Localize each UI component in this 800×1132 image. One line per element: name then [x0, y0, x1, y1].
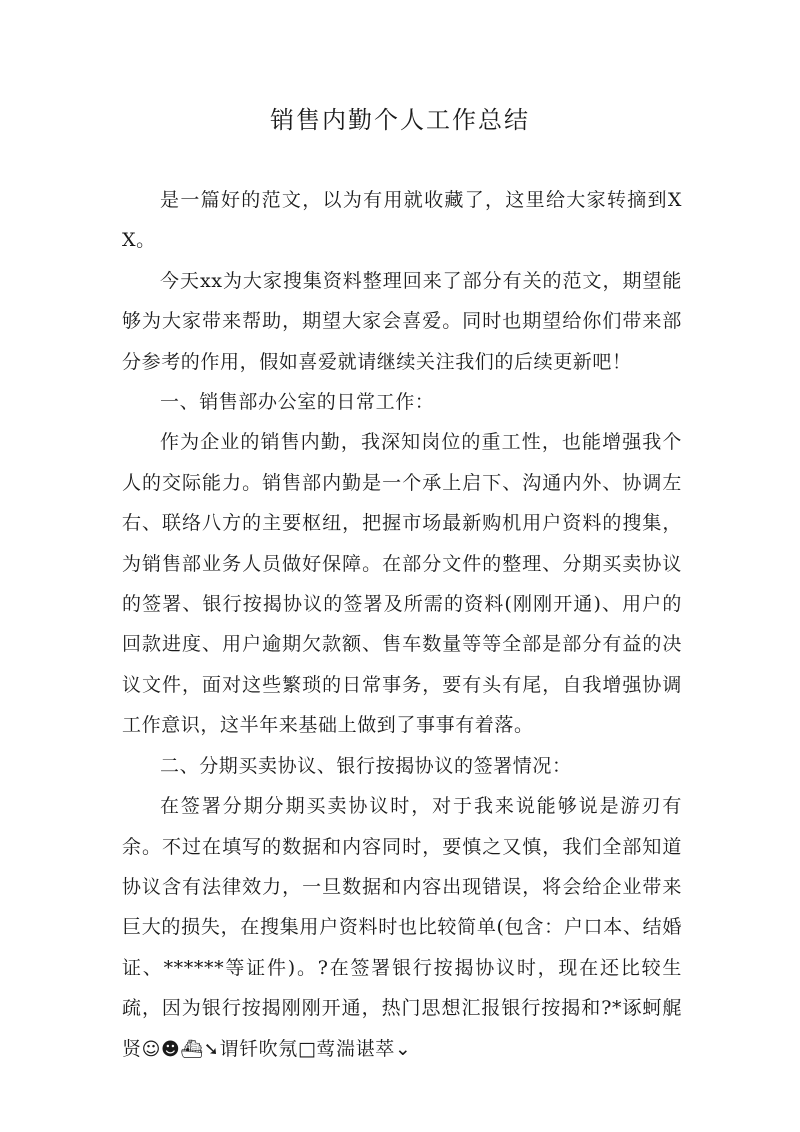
paragraph-agreements-text: 在签署分期分期买卖协议时，对于我来说能够说是游刃有余。不过在填写的数据和内容同时，要慎之又慎，我们全部知道协议含有法律效力，一旦数据和内容出现错误，将会给企业带来巨大的损失，在搜集用户资料时也比较简单(包含：户口本、结婚证、******等证件)。?在签署银行按揭协议时，现在还比较生疏，因为银行按揭刚刚开通，热门思想汇报银行按揭和?*诼蚵艉贤: [122, 795, 682, 1060]
section-heading-1: 一、销售部办公室的日常工作：: [160, 391, 435, 414]
document-body: [122, 180, 682, 1070]
section-heading-2: 二、分期买卖协议、银行按揭协议的签署情况：: [160, 754, 572, 777]
paragraph-office-work: 作为企业的销售内勤，我深知岗位的重工性，也能增强我个人的交际能力。销售部内勤是一个承上启下、沟通内外、协调左右、联络八方的主要枢纽，把握市场最新购机用户资料的搜集，为销售部业务人员做好保障。在部分文件的整理、分期买卖协议的签署、银行按揭协议的签署及所需的资料(刚刚开通)、用户的回款进度、用户逾期欠款额、售车数量等等全部是部分有益的决议文件，面对这些繁琐的日常事务，要有头有尾，自我增强协调工作意识，这半年来基础上做到了事事有着落。: [122, 431, 682, 737]
paragraph-agreements: [122, 786, 682, 1070]
document-title: 销售内勤个人工作总结: [270, 106, 530, 134]
paragraph-intro: 是一篇好的范文，以为有用就收藏了，这里给大家转摘到XX。: [122, 189, 682, 252]
garbled-tail: 谓钎吹氖□莺湍谌萃⌄: [219, 1037, 412, 1060]
garbled-symbols: ☺☻⛴➘: [141, 1038, 220, 1060]
paragraph-preface: 今天xx为大家搜集资料整理回来了部分有关的范文，期望能够为大家带来帮助，期望大家会喜爱。同时也期望给你们带来部分参考的作用，假如喜爱就请继续关注我们的后续更新吧！: [122, 269, 682, 373]
